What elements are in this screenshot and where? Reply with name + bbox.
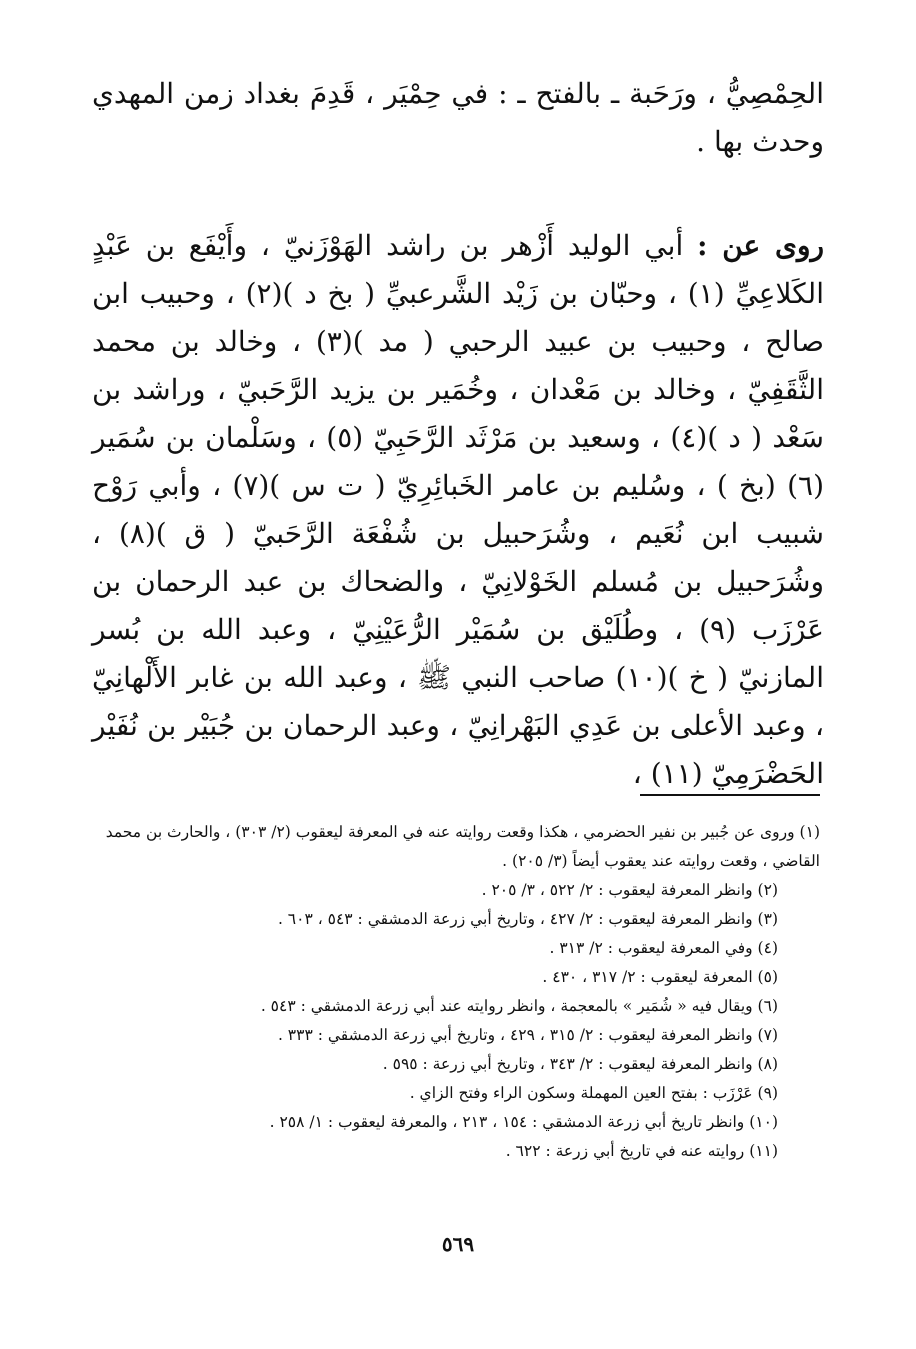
narrators-paragraph: [92, 222, 824, 798]
footnote-10: (١٠) وانظر تاريخ أبي زرعة الدمشقي : ١٥٤ ، ٢١٣ ، والمعرفة ليعقوب : ١/ ٢٥٨ .: [269, 1113, 778, 1131]
page-number: ٥٦٩: [441, 1232, 475, 1256]
footnote-3: (٣) وانظر المعرفة ليعقوب : ٢/ ٤٢٧ ، وتاريخ أبي زرعة الدمشقي : ٥٤٣ ، ٦٠٣ .: [277, 910, 778, 928]
footnote-2: (٢) وانظر المعرفة ليعقوب : ٢/ ٥٢٢ ، ٣/ ٢٠٥ .: [481, 881, 778, 899]
footnote-11: (١١) روايته عنه في تاريخ أبي زرعة : ٦٢٢ .: [505, 1142, 778, 1160]
footnote-1: (١) وروى عن جُبير بن نفير الحضرمي ، هكذا وقعت روايته عنه في المعرفة ليعقوب (٢/ ٣٠٣) ، والحارث بن محمد القاضي ، وقعت روايته عند يعقوب أيضاً (٣/ ٢٠٥) .: [105, 823, 820, 870]
footnote-5: (٥) المعرفة ليعقوب : ٢/ ٣١٧ ، ٤٣٠ .: [542, 968, 778, 986]
footnote-4: (٤) وفي المعرفة ليعقوب : ٢/ ٣١٣ .: [549, 939, 778, 957]
footnotes-list: [90, 818, 820, 1166]
narrators-list-text: أبي الوليد أَزْهر بن راشد الهَوْزَنيّ ، وأَيْفَع بن عَبْدٍ الكَلاعِيِّ (١) ، وحبّان بن زَيْد الشَّرعبيِّ ( بخ د )(٢) ، وحبيب ابن صالح ، وحبيب بن عبيد الرحبي ( مد )(٣) ، وخالد بن محمد الثَّقَفِيّ ، وخالد بن مَعْدان ، وخُمَير بن يزيد الرَّحَبيّ ، وراشد بن سَعْد ( د )(٤) ، وسعيد بن مَرْثَد الرَّحَبِيّ (٥) ، وسَلْمان بن سُمَير (٦) (بخ ) ، وسُليم بن عامر الخَبائِرِيّ ( ت س )(٧) ، وأبي رَوْح شبيب ابن نُعَيم ، وشُرَحبيل بن شُفْعَة الرَّحَبيّ ( ق )(٨) ، وشُرَحبيل بن مُسلم الخَوْلانِيّ ، والضحاك بن عبد الرحمان بن عَرْزَب (٩) ، وطُلَيْق بن سُمَيْر الرُّعَيْنِيّ ، وعبد الله بن بُسر المازنيّ ( خ )(١٠) صاحب النبي ﷺ ، وعبد الله بن غابر الأَلْهانِيّ ، وعبد الأعلى بن عَدِي البَهْرانِيّ ، وعبد الرحمان بن جُبَيْر بن نُفَيْر الحَضْرَمِيّ (١١) ،: [92, 229, 825, 790]
footnote-7: (٧) وانظر المعرفة ليعقوب : ٢/ ٣١٥ ، ٤٢٩ ، وتاريخ أبي زرعة الدمشقي : ٣٣٣ .: [277, 1026, 778, 1044]
narrated-from-heading: روى عن :: [697, 229, 824, 262]
footnote-8: (٨) وانظر المعرفة ليعقوب : ٢/ ٣٤٣ ، وتاريخ أبي زرعة : ٥٩٥ .: [382, 1055, 778, 1073]
footnote-6: (٦) ويقال فيه « شُمَير » بالمعجمة ، وانظر روايته عند أبي زرعة الدمشقي : ٥٤٣ .: [260, 997, 778, 1015]
footnote-divider: [640, 794, 820, 796]
intro-paragraph: الحِمْصِيُّ ، ورَحَبة ـ بالفتح ـ : في حِمْيَر ، قَدِمَ بغداد زمن المهدي وحدث بها .: [92, 77, 824, 158]
footnote-9: (٩) عَرْزَب : بفتح العين المهملة وسكون الراء وفتح الزاي .: [409, 1084, 778, 1102]
